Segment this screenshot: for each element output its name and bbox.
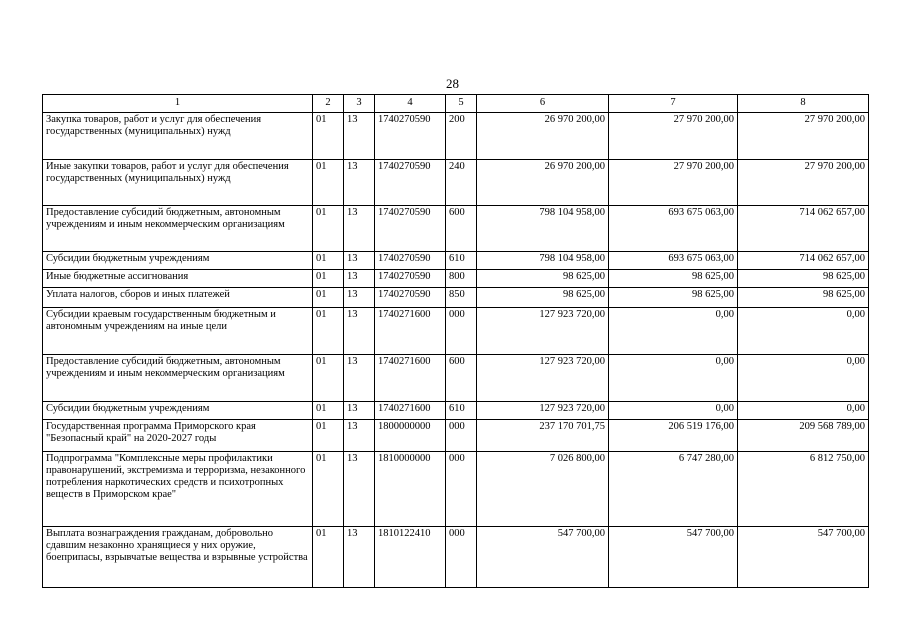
row-code-5: 600 bbox=[446, 206, 477, 252]
row-value-7: 0,00 bbox=[609, 355, 738, 402]
row-code-4: 1810000000 bbox=[375, 452, 446, 527]
row-code-3: 13 bbox=[344, 355, 375, 402]
row-code-2: 01 bbox=[313, 206, 344, 252]
row-code-5: 800 bbox=[446, 270, 477, 288]
row-value-7: 0,00 bbox=[609, 308, 738, 355]
row-value-6: 798 104 958,00 bbox=[477, 252, 609, 270]
table-row bbox=[43, 452, 869, 527]
row-code-4: 1740271600 bbox=[375, 308, 446, 355]
row-code-3: 13 bbox=[344, 308, 375, 355]
row-code-2: 01 bbox=[313, 402, 344, 420]
table-header-row bbox=[43, 95, 869, 113]
table-row bbox=[43, 355, 869, 402]
row-code-4: 1740270590 bbox=[375, 270, 446, 288]
row-code-4: 1740270590 bbox=[375, 252, 446, 270]
row-code-4: 1740270590 bbox=[375, 160, 446, 206]
row-code-3: 13 bbox=[344, 206, 375, 252]
row-code-4: 1740271600 bbox=[375, 355, 446, 402]
row-code-3: 13 bbox=[344, 452, 375, 527]
row-code-2: 01 bbox=[313, 420, 344, 452]
row-code-4: 1800000000 bbox=[375, 420, 446, 452]
row-value-8: 547 700,00 bbox=[738, 527, 869, 588]
table-row bbox=[43, 420, 869, 452]
row-value-8: 714 062 657,00 bbox=[738, 206, 869, 252]
row-code-5: 610 bbox=[446, 252, 477, 270]
column-header: 5 bbox=[446, 95, 477, 113]
column-header: 8 bbox=[738, 95, 869, 113]
row-code-2: 01 bbox=[313, 113, 344, 160]
row-value-7: 0,00 bbox=[609, 402, 738, 420]
row-value-7: 27 970 200,00 bbox=[609, 113, 738, 160]
row-code-2: 01 bbox=[313, 288, 344, 308]
row-value-6: 26 970 200,00 bbox=[477, 113, 609, 160]
row-value-8: 0,00 bbox=[738, 355, 869, 402]
row-value-8: 98 625,00 bbox=[738, 270, 869, 288]
row-code-5: 200 bbox=[446, 113, 477, 160]
row-value-7: 693 675 063,00 bbox=[609, 206, 738, 252]
row-code-3: 13 bbox=[344, 288, 375, 308]
row-value-8: 27 970 200,00 bbox=[738, 113, 869, 160]
row-name: Субсидии бюджетным учреждениям bbox=[43, 252, 313, 270]
row-name: Подпрограмма "Комплексные меры профилактики правонарушений, экстремизма и терроризма, незаконного потребления наркотических средств и психотропных веществ в Приморском крае" bbox=[43, 452, 313, 527]
column-header: 4 bbox=[375, 95, 446, 113]
row-code-3: 13 bbox=[344, 270, 375, 288]
row-code-2: 01 bbox=[313, 452, 344, 527]
row-code-4: 1810122410 bbox=[375, 527, 446, 588]
row-value-8: 6 812 750,00 bbox=[738, 452, 869, 527]
row-value-7: 27 970 200,00 bbox=[609, 160, 738, 206]
row-value-8: 0,00 bbox=[738, 308, 869, 355]
row-value-6: 98 625,00 bbox=[477, 270, 609, 288]
column-header: 3 bbox=[344, 95, 375, 113]
row-name: Субсидии бюджетным учреждениям bbox=[43, 402, 313, 420]
row-value-8: 714 062 657,00 bbox=[738, 252, 869, 270]
row-value-6: 7 026 800,00 bbox=[477, 452, 609, 527]
row-code-3: 13 bbox=[344, 402, 375, 420]
row-name: Предоставление субсидий бюджетным, автономным учреждениям и иным некоммерческим организациям bbox=[43, 355, 313, 402]
row-code-4: 1740271600 bbox=[375, 402, 446, 420]
row-code-3: 13 bbox=[344, 252, 375, 270]
row-name: Иные бюджетные ассигнования bbox=[43, 270, 313, 288]
table-row bbox=[43, 113, 869, 160]
table-row bbox=[43, 527, 869, 588]
row-value-6: 127 923 720,00 bbox=[477, 308, 609, 355]
row-name: Уплата налогов, сборов и иных платежей bbox=[43, 288, 313, 308]
row-value-7: 206 519 176,00 bbox=[609, 420, 738, 452]
row-code-5: 240 bbox=[446, 160, 477, 206]
row-value-6: 237 170 701,75 bbox=[477, 420, 609, 452]
page-number: 28 bbox=[446, 76, 459, 91]
column-header: 2 bbox=[313, 95, 344, 113]
row-value-8: 98 625,00 bbox=[738, 288, 869, 308]
column-header: 6 bbox=[477, 95, 609, 113]
table-row bbox=[43, 160, 869, 206]
row-name: Закупка товаров, работ и услуг для обеспечения государственных (муниципальных) нужд bbox=[43, 113, 313, 160]
row-code-4: 1740270590 bbox=[375, 206, 446, 252]
row-code-3: 13 bbox=[344, 527, 375, 588]
row-name: Выплата вознаграждения гражданам, добровольно сдавшим незаконно хранящиеся у них оружие, боеприпасы, взрывчатые вещества и взрывные устройства bbox=[43, 527, 313, 588]
row-code-5: 850 bbox=[446, 288, 477, 308]
row-code-4: 1740270590 bbox=[375, 113, 446, 160]
row-code-5: 000 bbox=[446, 308, 477, 355]
column-header: 7 bbox=[609, 95, 738, 113]
table-row bbox=[43, 402, 869, 420]
budget-table bbox=[42, 94, 869, 588]
row-code-2: 01 bbox=[313, 308, 344, 355]
table-row bbox=[43, 288, 869, 308]
row-code-2: 01 bbox=[313, 527, 344, 588]
row-name: Субсидии краевым государственным бюджетным и автономным учреждениям на иные цели bbox=[43, 308, 313, 355]
table-row bbox=[43, 252, 869, 270]
row-value-7: 693 675 063,00 bbox=[609, 252, 738, 270]
row-value-6: 26 970 200,00 bbox=[477, 160, 609, 206]
row-code-5: 600 bbox=[446, 355, 477, 402]
table-row bbox=[43, 308, 869, 355]
row-code-3: 13 bbox=[344, 113, 375, 160]
table-row bbox=[43, 270, 869, 288]
table-row bbox=[43, 206, 869, 252]
row-code-5: 610 bbox=[446, 402, 477, 420]
row-value-7: 547 700,00 bbox=[609, 527, 738, 588]
row-value-6: 98 625,00 bbox=[477, 288, 609, 308]
column-header: 1 bbox=[43, 95, 313, 113]
row-code-4: 1740270590 bbox=[375, 288, 446, 308]
row-value-6: 798 104 958,00 bbox=[477, 206, 609, 252]
row-name: Иные закупки товаров, работ и услуг для обеспечения государственных (муниципальных) нужд bbox=[43, 160, 313, 206]
row-value-8: 27 970 200,00 bbox=[738, 160, 869, 206]
row-value-8: 0,00 bbox=[738, 402, 869, 420]
row-code-3: 13 bbox=[344, 420, 375, 452]
row-code-5: 000 bbox=[446, 452, 477, 527]
row-code-2: 01 bbox=[313, 270, 344, 288]
row-value-7: 6 747 280,00 bbox=[609, 452, 738, 527]
row-value-7: 98 625,00 bbox=[609, 270, 738, 288]
row-value-6: 127 923 720,00 bbox=[477, 355, 609, 402]
row-value-6: 547 700,00 bbox=[477, 527, 609, 588]
row-code-3: 13 bbox=[344, 160, 375, 206]
row-name: Предоставление субсидий бюджетным, автономным учреждениям и иным некоммерческим организациям bbox=[43, 206, 313, 252]
row-code-5: 000 bbox=[446, 420, 477, 452]
row-code-2: 01 bbox=[313, 160, 344, 206]
row-value-7: 98 625,00 bbox=[609, 288, 738, 308]
row-code-2: 01 bbox=[313, 252, 344, 270]
row-code-2: 01 bbox=[313, 355, 344, 402]
row-value-6: 127 923 720,00 bbox=[477, 402, 609, 420]
row-value-8: 209 568 789,00 bbox=[738, 420, 869, 452]
row-name: Государственная программа Приморского края "Безопасный край" на 2020-2027 годы bbox=[43, 420, 313, 452]
row-code-5: 000 bbox=[446, 527, 477, 588]
